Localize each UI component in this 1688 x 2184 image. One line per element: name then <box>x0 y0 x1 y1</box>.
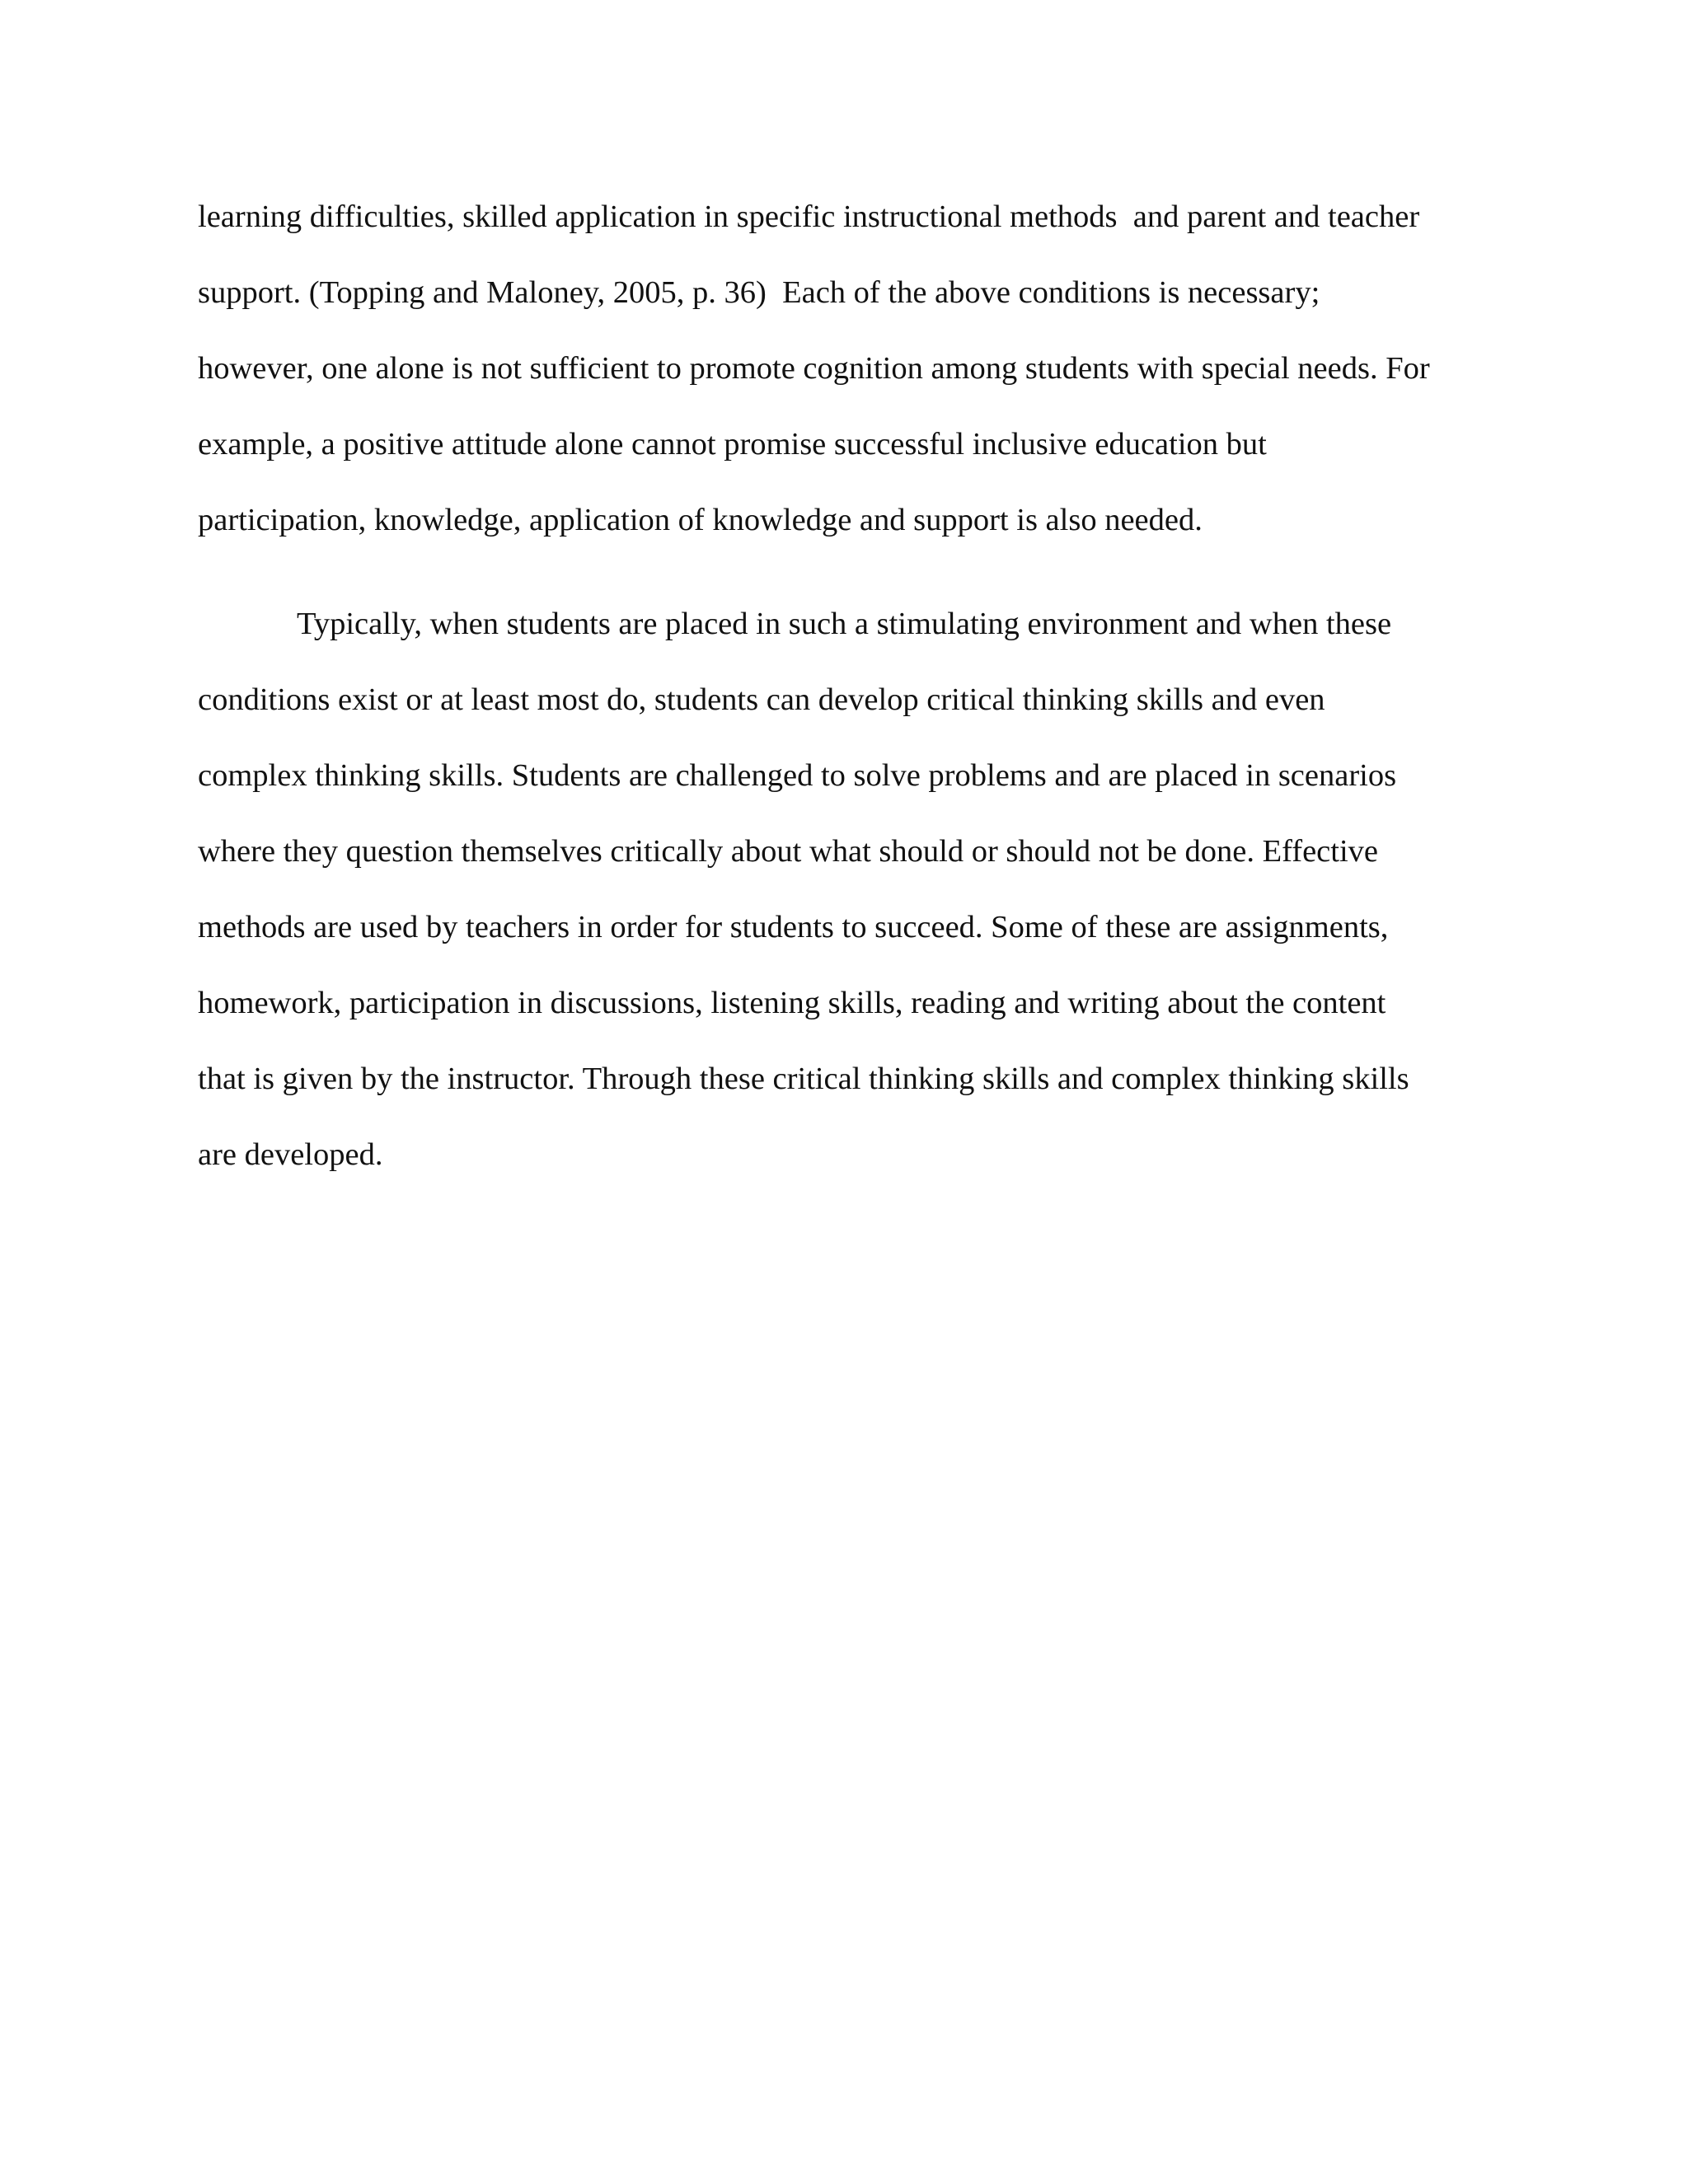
paragraph-line: methods are used by teachers in order for students to succeed. Some of these are assignments, <box>198 910 1389 944</box>
paragraph-line: where they question themselves critically about what should or should not be done. Effective <box>198 834 1378 869</box>
paragraph-line: are developed. <box>198 1137 383 1172</box>
paragraph-line: example, a positive attitude alone cannot promise successful inclusive education but <box>198 427 1267 462</box>
body-text <box>198 188 1500 1202</box>
paragraph-line: Typically, when students are placed in such a stimulating environment and when these <box>297 607 1392 641</box>
paragraph-line: conditions exist or at least most do, students can develop critical thinking skills and even <box>198 682 1325 717</box>
paragraph-1 <box>198 188 1500 567</box>
paragraph-line: homework, participation in discussions, listening skills, reading and writing about the content <box>198 986 1386 1020</box>
paragraph-line: support. (Topping and Maloney, 2005, p. 36) Each of the above conditions is necessary; <box>198 275 1320 310</box>
paragraph-2 <box>198 595 1500 1202</box>
paragraph-spacer <box>198 567 1500 595</box>
paragraph-line: that is given by the instructor. Through these critical thinking skills and complex thinking skills <box>198 1062 1409 1096</box>
paragraph-line: learning difficulties, skilled application in specific instructional methods and parent and teacher <box>198 199 1420 234</box>
paragraph-line: however, one alone is not sufficient to promote cognition among students with special needs. For <box>198 351 1430 386</box>
paragraph-line: participation, knowledge, application of knowledge and support is also needed. <box>198 503 1203 537</box>
paragraph-line: complex thinking skills. Students are challenged to solve problems and are placed in scenarios <box>198 758 1397 793</box>
